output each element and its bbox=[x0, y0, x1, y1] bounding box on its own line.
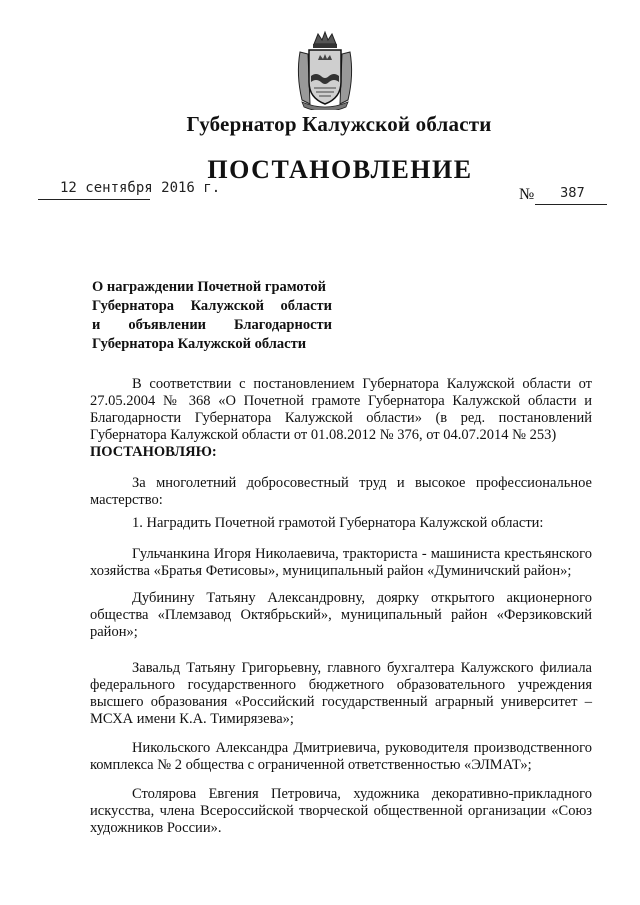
awardee-text: Дубинину Татьяну Александровну, доярку открытого акционерного общества «Племзавод Октябрьский», муниципальный район «Ферзиковский район»; bbox=[90, 590, 592, 640]
number-underline bbox=[535, 204, 607, 205]
awardee-paragraph bbox=[90, 786, 592, 837]
award-item-text: 1. Наградить Почетной грамотой Губернатора Калужской области: bbox=[132, 515, 544, 531]
subject-line: О награждении Почетной грамотой bbox=[92, 279, 327, 295]
coat-of-arms-emblem bbox=[292, 30, 358, 110]
awardee-text: Завальд Татьяну Григорьевну, главного бухгалтера Калужского филиала федерального государственного бюджетного образовательного учреждения высшего образования «Российский государственный аграрный университет – МСХА имени К.А. Тимирязева»; bbox=[90, 660, 592, 727]
subject-line: Губернатора Калужской области bbox=[92, 298, 332, 314]
document-subject bbox=[92, 278, 332, 354]
awardee-paragraph bbox=[90, 590, 592, 641]
number-sign: № bbox=[519, 186, 535, 203]
awardee-paragraph bbox=[90, 546, 592, 580]
preamble-paragraph bbox=[90, 376, 592, 461]
awardee-text: Столярова Евгения Петровича, художника декоративно-прикладного искусства, члена Всероссийской творческой общественной организации «Союз художников России». bbox=[90, 786, 592, 836]
awardee-paragraph bbox=[90, 740, 592, 774]
awardee-text: Никольского Александра Дмитриевича, руководителя производственного комплекса № 2 общества с ограниченной ответственностью «ЭЛМАТ»; bbox=[90, 740, 592, 773]
subject-line: Губернатора Калужской области bbox=[92, 336, 307, 352]
issuing-authority: Губернатор Калужской области bbox=[186, 112, 492, 136]
reason-text: За многолетний добросовестный труд и высокое профессиональное мастерство: bbox=[90, 475, 592, 508]
document-number: 387 bbox=[560, 186, 585, 201]
decree-word: ПОСТАНОВЛЯЮ: bbox=[90, 444, 217, 460]
date-underline bbox=[38, 199, 150, 200]
subject-line: и объявлении Благодарности bbox=[92, 317, 332, 333]
preamble-text: В соответствии с постановлением Губернатора Калужской области от 27.05.2004 № 368 «О Почетной грамоте Губернатора Калужской области и Благодарности Губернатора Калужской области» (в ред. постановлений Губернатора Калужской области от 01.08.2012 № 376, от 04.07.2014 № 253) bbox=[90, 376, 592, 443]
awardee-text: Гульчанкина Игоря Николаевича, тракториста - машиниста крестьянского хозяйства «Братья Фетисовы», муниципальный район «Думиничский район»; bbox=[90, 546, 592, 579]
document-date: 12 сентября 2016 г. bbox=[60, 180, 221, 196]
award-item-heading bbox=[90, 515, 592, 532]
document-type-title: ПОСТАНОВЛЕНИЕ bbox=[207, 155, 473, 184]
awardee-paragraph bbox=[90, 660, 592, 728]
reason-paragraph bbox=[90, 475, 592, 509]
